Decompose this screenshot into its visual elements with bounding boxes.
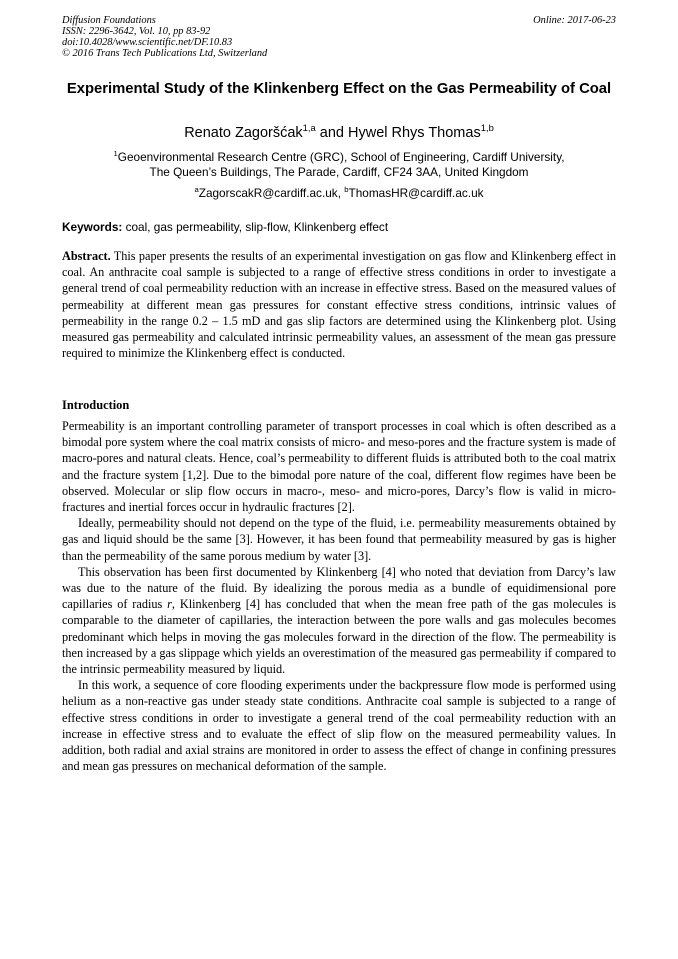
affiliation-line <box>62 150 616 165</box>
author-email: ZagorscakR@cardiff.ac.uk, <box>198 186 341 200</box>
affiliation-text: Geoenvironmental Research Centre (GRC), School of Engineering, Cardiff University, <box>117 150 565 164</box>
author-list <box>62 124 616 142</box>
affiliation-address: The Queen’s Buildings, The Parade, Cardiff, CF24 3AA, United Kingdom <box>149 164 529 179</box>
paragraph <box>62 564 616 677</box>
issn-line: ISSN: 2296-3642, Vol. 10, pp 83-92 <box>62 26 211 37</box>
author-affiliation-mark: 1,a <box>302 122 316 134</box>
keywords-label: Keywords: <box>62 220 123 234</box>
affiliation <box>62 150 616 179</box>
author-name: Hywel Rhys Thomas <box>348 125 481 141</box>
abstract <box>62 248 616 361</box>
author-conjunction: and <box>319 125 344 141</box>
abstract-text: This paper presents the results of an experimental investigation on gas flow and Klinkenberg effect in coal. An anthracite coal sample is subjected to a range of effective stress conditions in order to investigate a general trend of coal permeability reduction with an increase in effective stress. Based on the measured values of permeability at different mean gas pressures for constant effective stress conditions, intrinsic values of permeability in the range 0.2 – 1.5 mD and gas slip factors are determined using the Klinkenberg plot. Using measured gas permeability and calculated intrinsic permeability values, an assessment of the mean gas pressure required to minimize the Klinkenberg effect is conducted. <box>62 249 617 361</box>
copyright-line: © 2016 Trans Tech Publications Ltd, Switzerland <box>62 48 268 59</box>
paragraph-text: This observation has been first documented by Klinkenberg [4] who noted that deviation from Darcy’s law was due to the nature of the fluid. By idealizing the porous media as a bundle of equidimensional pore capillaries of radius <box>62 564 616 612</box>
paragraph-text: , Klinkenberg [4] has concluded that when the mean free path of the gas molecules is comparable to the diameter of capillaries, the interaction between the pore walls and gas molecules becomes predominant which helps in moving the gas molecules forward in the direction of the flow. The permeability is then increased by a gas slippage which yields an overestimation of the measured gas permeability if compared to the intrinsic permeability measured by liquid. <box>62 597 617 677</box>
doi-line: doi:10.4028/www.scientific.net/DF.10.83 <box>62 37 233 48</box>
abstract-label: Abstract. <box>62 249 111 263</box>
journal-header <box>62 15 616 59</box>
author-name: Renato Zagoršćak <box>184 125 303 141</box>
email-mark: b <box>344 185 349 195</box>
journal-name: Diffusion Foundations <box>62 15 156 26</box>
keywords-text: coal, gas permeability, slip-flow, Klinkenberg effect <box>125 220 389 234</box>
introduction-body <box>62 418 616 774</box>
affiliation-mark: 1 <box>113 149 118 159</box>
paragraph: Permeability is an important controlling parameter of transport processes in coal which is often described as a bimodal pore system where the coal matrix consists of micro- and meso-pores and the fracture system is made of macro-pores and natural cleats. Hence, coal’s permeability to different fluids is attributed both to the coal matrix and the fracture system [1,2]. Due to the bimodal pore nature of the coal, different flow regimes have been be observed. Molecular or slip flow occurs in macro-, meso- and micro-pores, Darcy’s flow is valid in micro-fractures and inertial forces occur in hydraulic fractures [2]. <box>62 419 616 515</box>
paper-title: Experimental Study of the Klinkenberg Effect on the Gas Permeability of Coal <box>66 81 612 97</box>
paragraph: Ideally, permeability should not depend on the type of the fluid, i.e. permeability measurements obtained by gas and liquid should be the same [3]. However, it has been found that permeability measured by gas is higher than the permeability of the same porous medium by water [3]. <box>62 516 616 563</box>
author-email: ThomasHR@cardiff.ac.uk <box>348 186 484 200</box>
paragraph: In this work, a sequence of core flooding experiments under the backpressure flow mode is performed using helium as a non-reactive gas under steady state conditions. Anthracite coal sample is subjected to a range of effective stress conditions in order to investigate a general trend of the coal permeability reduction with an increase in effective stress and to evaluate the effect of slip flow on the measured permeability values. In addition, both radial and axial strains are monitored in order to assess the effect of change in confining pressures and mean gas pressures on mechanical deformation of the sample. <box>62 678 616 774</box>
section-heading-introduction: Introduction <box>62 398 130 412</box>
online-date: Online: 2017-06-23 <box>533 15 616 26</box>
author-emails <box>62 186 616 200</box>
variable-r: r <box>167 597 172 612</box>
email-mark: a <box>194 185 199 195</box>
author-affiliation-mark: 1,b <box>480 122 494 134</box>
keywords <box>62 220 616 234</box>
